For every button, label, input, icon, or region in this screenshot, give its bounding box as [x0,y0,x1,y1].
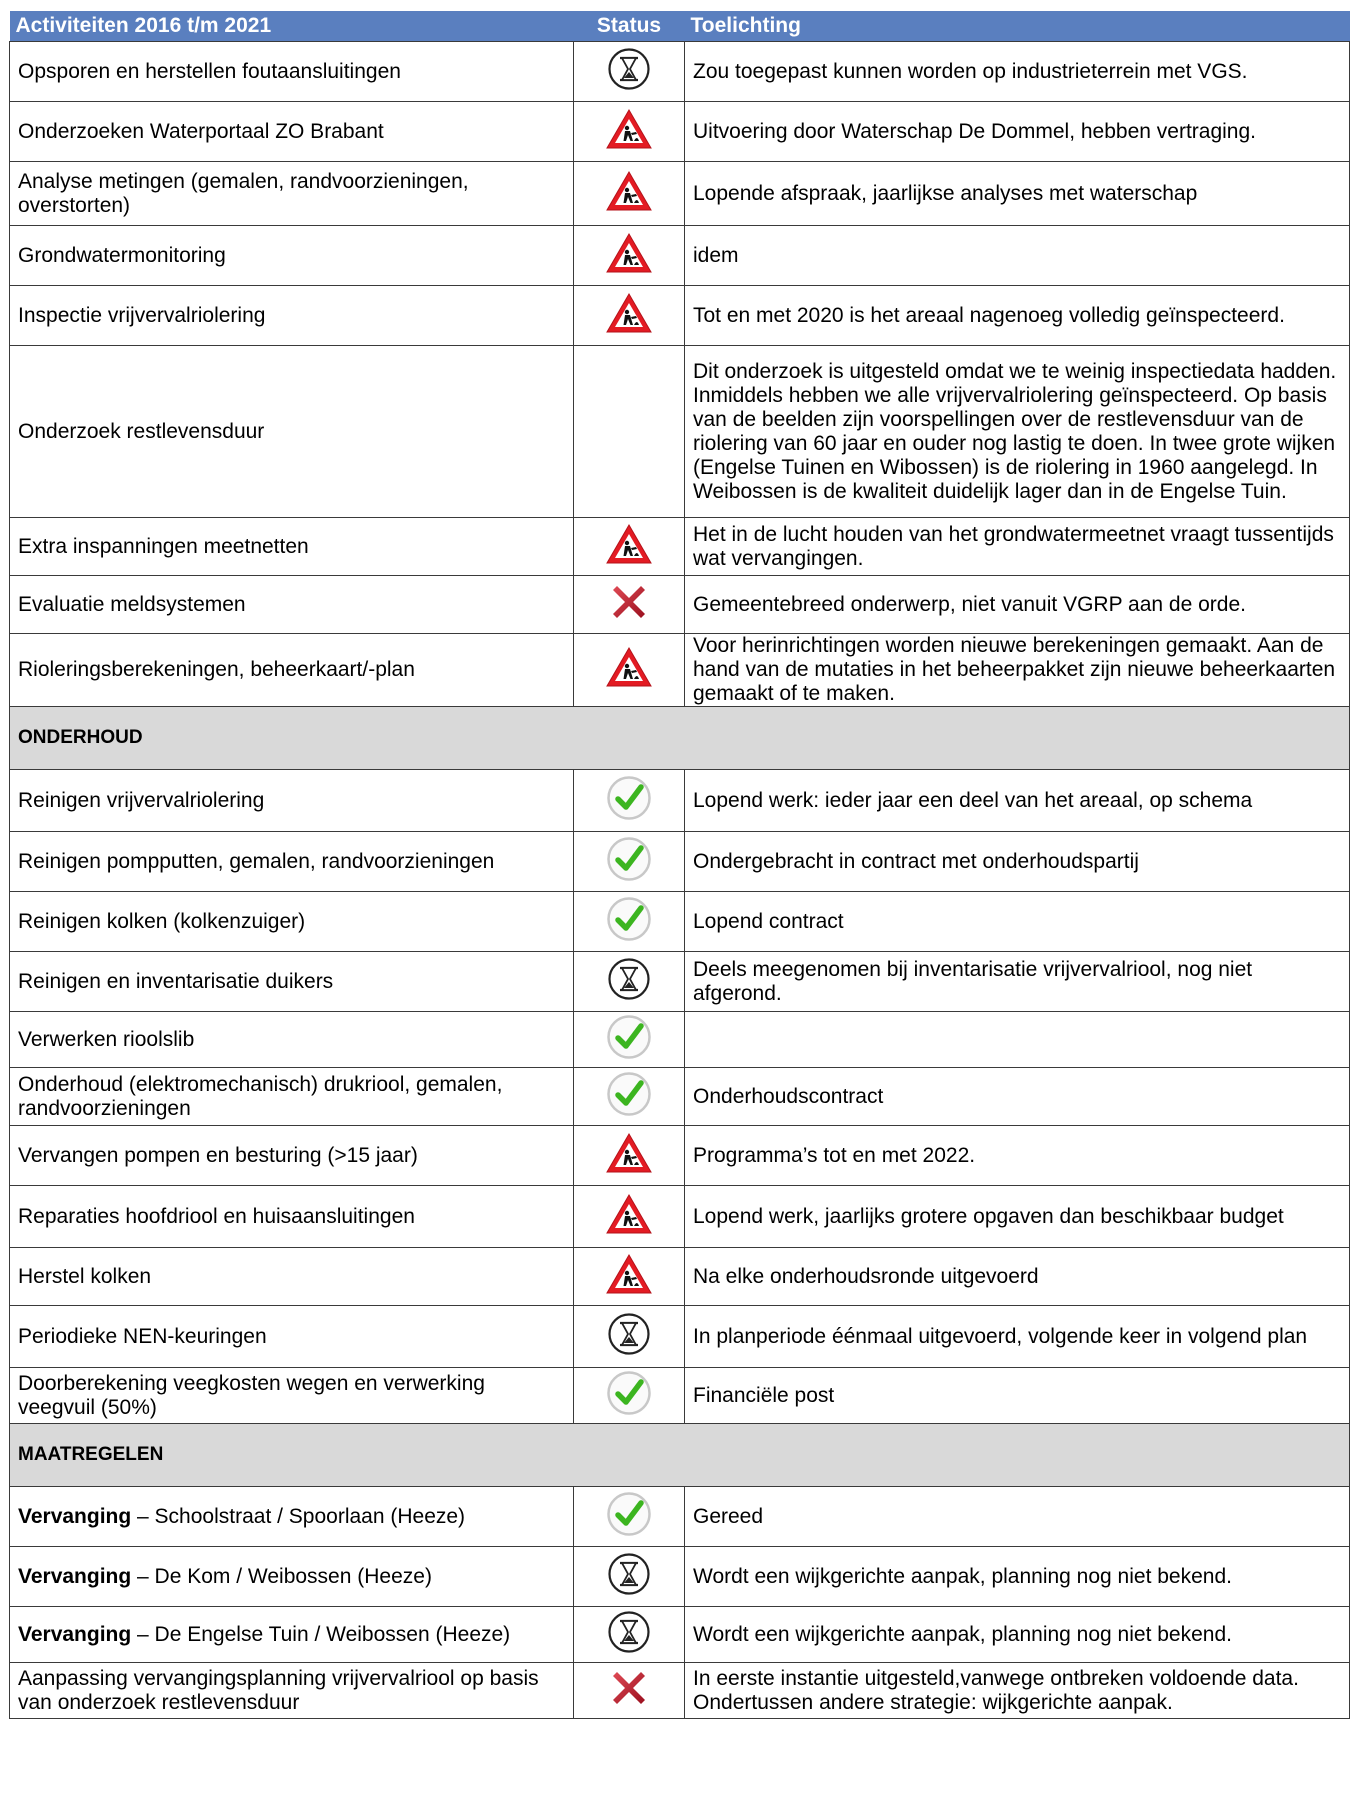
status-cell [574,770,685,832]
activity-cell [10,162,574,226]
explanation-cell: Ondergebracht in contract met onderhoudspartij [685,832,1350,892]
hourglass-icon [607,47,651,97]
roadwork-warning-icon [605,232,653,280]
table-row [10,346,1350,518]
activity-label: Reinigen vrijvervalriolering [18,788,265,812]
hourglass-icon [607,1312,651,1362]
table-row [10,1487,1350,1547]
activity-label: Reinigen pompputten, gemalen, randvoorzieningen [18,849,495,873]
hourglass-icon [607,1552,651,1602]
table-row [10,162,1350,226]
explanation-cell: Na elke onderhoudsronde uitgevoerd [685,1248,1350,1306]
activity-cell [10,1248,574,1306]
table-row [10,634,1350,707]
table-row [10,226,1350,286]
explanation-cell: In eerste instantie uitgesteld,vanwege ontbreken voldoende data. Ondertussen andere strategie: wijkgerichte aanpak. [685,1663,1350,1719]
activity-label: Extra inspanningen meetnetten [18,534,309,558]
table-row [10,832,1350,892]
table-row [10,1012,1350,1068]
activity-label: Reparaties hoofdriool en huisaansluitingen [18,1204,415,1228]
activity-cell [10,1306,574,1368]
status-cell [574,952,685,1012]
table-row [10,1607,1350,1663]
green-check-icon [606,1014,652,1066]
activity-label: Onderhoud (elektromechanisch) drukriool, gemalen, randvoorzieningen [18,1072,503,1120]
activity-cell [10,226,574,286]
activity-label: Opsporen en herstellen foutaansluitingen [18,59,401,83]
table-row [10,952,1350,1012]
activity-cell [10,346,574,518]
section-row [10,1424,1350,1487]
roadwork-warning-icon [605,1253,653,1301]
status-cell [574,1248,685,1306]
explanation-cell: Programma’s tot en met 2022. [685,1126,1350,1186]
table-row [10,42,1350,102]
activity-label: Reinigen kolken (kolkenzuiger) [18,909,306,933]
roadwork-warning-icon [605,292,653,340]
activity-bold-label: Vervanging [18,1564,132,1588]
green-check-icon [606,836,652,888]
explanation-cell: Dit onderzoek is uitgesteld omdat we te weinig inspectiedata hadden. Inmiddels hebben we alle vrijvervalriolering geïnspecteerd. Op basis van de beelden zijn voorspellingen over de restlevensduur van de riolering van 60 jaar en ouder nog lastig te doen. In twee grote wijken (Engelse Tuinen en Wibossen) is de riolering in 1960 aangelegd. In Weibossen is de kwaliteit duidelijk lager dan in de Engelse Tuin. [685,346,1350,518]
activity-label: Onderzoeken Waterportaal ZO Brabant [18,119,384,143]
header-explanation: Toelichting [685,11,1350,42]
activities-table [9,11,1350,1719]
activity-cell [10,1607,574,1663]
status-cell [574,1068,685,1126]
activity-cell [10,892,574,952]
activity-label: – De Engelse Tuin / Weibossen (Heeze) [131,1622,511,1646]
explanation-cell: Lopend contract [685,892,1350,952]
roadwork-warning-icon [605,1193,653,1241]
table-row [10,102,1350,162]
explanation-cell: idem [685,226,1350,286]
hourglass-icon [607,1610,651,1660]
explanation-cell: Het in de lucht houden van het grondwatermeetnet vraagt tussentijds wat vervangingen. [685,518,1350,576]
hourglass-icon [607,957,651,1007]
activity-cell [10,518,574,576]
activity-cell [10,1012,574,1068]
explanation-cell: Wordt een wijkgerichte aanpak, planning nog niet bekend. [685,1547,1350,1607]
activity-cell [10,286,574,346]
explanation-cell: Gereed [685,1487,1350,1547]
activity-cell [10,1068,574,1126]
status-cell [574,346,685,518]
table-row [10,1368,1350,1424]
table-row [10,1547,1350,1607]
table-row [10,1306,1350,1368]
status-cell [574,1663,685,1719]
table-row [10,1126,1350,1186]
activity-cell [10,832,574,892]
red-x-icon [607,1666,651,1716]
explanation-cell: Tot en met 2020 is het areaal nagenoeg volledig geïnspecteerd. [685,286,1350,346]
green-check-icon [606,775,652,827]
activity-label: Vervangen pompen en besturing (>15 jaar) [18,1143,418,1167]
table-body [10,42,1350,1719]
green-check-icon [606,1071,652,1123]
activity-cell [10,576,574,634]
header-activities: Activiteiten 2016 t/m 2021 [10,11,574,42]
explanation-cell: Onderhoudscontract [685,1068,1350,1126]
roadwork-warning-icon [605,1132,653,1180]
explanation-cell: Wordt een wijkgerichte aanpak, planning nog niet bekend. [685,1607,1350,1663]
explanation-cell: Lopende afspraak, jaarlijkse analyses met waterschap [685,162,1350,226]
explanation-cell [685,1012,1350,1068]
activity-label: Reinigen en inventarisatie duikers [18,969,334,993]
red-x-icon [607,580,651,630]
activity-cell [10,1547,574,1607]
status-cell [574,634,685,707]
explanation-cell: Financiële post [685,1368,1350,1424]
activity-cell [10,42,574,102]
status-cell [574,1547,685,1607]
activity-label: Herstel kolken [18,1264,152,1288]
status-cell [574,162,685,226]
explanation-cell: In planperiode éénmaal uitgevoerd, volgende keer in volgend plan [685,1306,1350,1368]
explanation-cell: Voor herinrichtingen worden nieuwe berekeningen gemaakt. Aan de hand van de mutaties in het beheerpakket zijn nieuwe beheerkaarten gemaakt of te maken. [685,634,1350,707]
activity-cell [10,102,574,162]
table-row [10,1186,1350,1248]
activity-cell [10,634,574,707]
section-title: MAATREGELEN [10,1424,1350,1487]
activity-label: Analyse metingen (gemalen, randvoorzieningen, overstorten) [18,169,469,217]
table-row [10,1248,1350,1306]
section-row [10,707,1350,770]
status-cell [574,1126,685,1186]
activity-cell [10,1663,574,1719]
status-cell [574,832,685,892]
activity-cell [10,1487,574,1547]
activity-label: Aanpassing vervangingsplanning vrijvervalriool op basis van onderzoek restlevensduur [18,1666,539,1714]
activity-label: Onderzoek restlevensduur [18,419,265,443]
activity-label: Periodieke NEN-keuringen [18,1324,267,1348]
status-cell [574,42,685,102]
activity-label: Grondwatermonitoring [18,243,226,267]
activity-cell [10,952,574,1012]
status-cell [574,892,685,952]
activity-label: Rioleringsberekeningen, beheerkaart/-plan [18,658,415,681]
status-cell [574,1306,685,1368]
explanation-cell: Lopend werk: ieder jaar een deel van het areaal, op schema [685,770,1350,832]
table-row [10,518,1350,576]
status-cell [574,1607,685,1663]
activity-label: – De Kom / Weibossen (Heeze) [131,1564,432,1588]
section-title: ONDERHOUD [10,707,1350,770]
activity-cell [10,1126,574,1186]
status-cell [574,226,685,286]
activity-cell [10,1186,574,1248]
roadwork-warning-icon [605,108,653,156]
activity-label: Evaluatie meldsystemen [18,592,246,616]
roadwork-warning-icon [605,646,653,694]
roadwork-warning-icon [605,170,653,218]
status-cell [574,576,685,634]
table-row [10,576,1350,634]
activity-label: Verwerken rioolslib [18,1027,195,1051]
activity-cell [10,1368,574,1424]
green-check-icon [606,1491,652,1543]
table-header-row [10,11,1350,42]
status-cell [574,286,685,346]
roadwork-warning-icon [605,523,653,571]
explanation-cell: Uitvoering door Waterschap De Dommel, hebben vertraging. [685,102,1350,162]
table-row [10,286,1350,346]
status-cell [574,1186,685,1248]
activities-table-wrapper [9,11,1349,1719]
activity-cell [10,770,574,832]
green-check-icon [606,896,652,948]
explanation-cell: Lopend werk, jaarlijks grotere opgaven dan beschikbaar budget [685,1186,1350,1248]
green-check-icon [606,1370,652,1422]
activity-bold-label: Vervanging [18,1622,132,1646]
status-cell [574,102,685,162]
activity-bold-label: Vervanging [18,1504,132,1528]
status-cell [574,1487,685,1547]
status-cell [574,518,685,576]
explanation-cell: Zou toegepast kunnen worden op industrieterrein met VGS. [685,42,1350,102]
activity-label: Inspectie vrijvervalriolering [18,303,266,327]
table-row [10,1068,1350,1126]
header-status: Status [574,11,685,42]
table-row [10,1663,1350,1719]
status-cell [574,1012,685,1068]
explanation-cell: Gemeentebreed onderwerp, niet vanuit VGRP aan de orde. [685,576,1350,634]
activity-label: Doorberekening veegkosten wegen en verwerking veegvuil (50%) [18,1371,485,1419]
status-cell [574,1368,685,1424]
table-row [10,770,1350,832]
table-row [10,892,1350,952]
explanation-cell: Deels meegenomen bij inventarisatie vrijvervalriool, nog niet afgerond. [685,952,1350,1012]
activity-label: – Schoolstraat / Spoorlaan (Heeze) [131,1504,466,1528]
